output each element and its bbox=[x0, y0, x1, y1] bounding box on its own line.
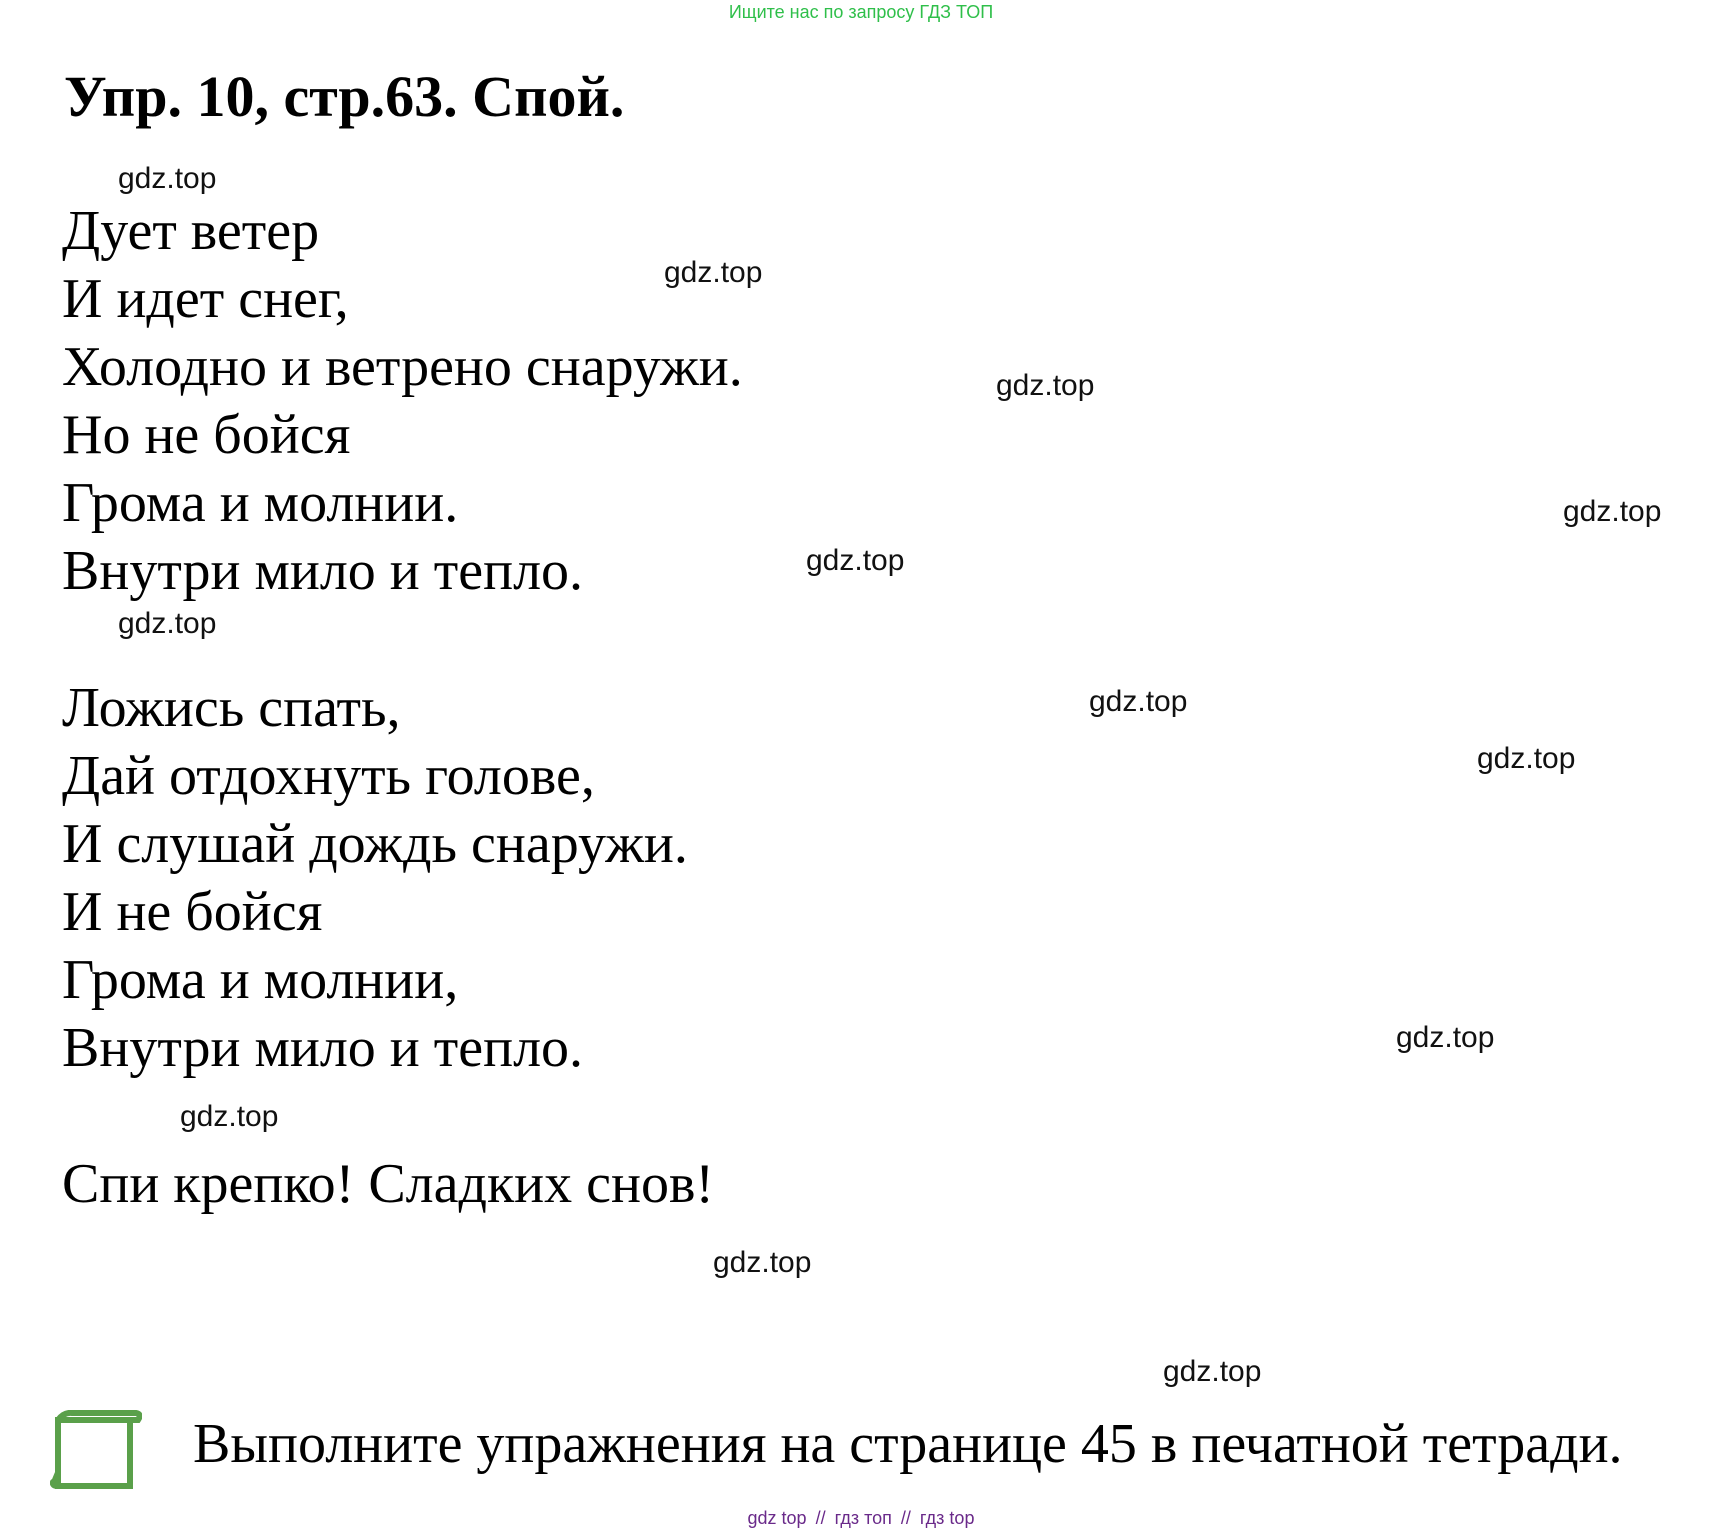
poem-line: И идет снег, bbox=[62, 268, 349, 330]
watermark: gdz.top bbox=[180, 1100, 279, 1133]
workbook-instruction: Выполните упражнения на странице 45 в печатной тетради. bbox=[193, 1413, 1623, 1475]
poem-line: Дует ветер bbox=[62, 200, 320, 262]
notebook-icon bbox=[50, 1410, 142, 1490]
poem-line: Дай отдохнуть голове, bbox=[62, 745, 595, 807]
poem-line: И слушай дождь снаружи. bbox=[62, 813, 688, 875]
poem-line: Холодно и ветрено снаружи. bbox=[62, 336, 743, 398]
page-title: Упр. 10, стр.63. Спой. bbox=[64, 64, 625, 129]
top-banner: Ищите нас по запросу ГДЗ ТОП bbox=[728, 2, 994, 22]
watermark: gdz.top bbox=[1477, 742, 1576, 775]
poem-line: Грома и молнии. bbox=[62, 472, 459, 534]
poem-line: Ложись спать, bbox=[62, 677, 401, 739]
poem-line: Грома и молнии, bbox=[62, 949, 459, 1011]
poem-line: И не бойся bbox=[62, 881, 323, 943]
watermark: gdz.top bbox=[713, 1246, 812, 1279]
watermark: gdz.top bbox=[1563, 495, 1662, 528]
watermark: gdz.top bbox=[1089, 685, 1188, 718]
footer-separator: // bbox=[815, 1508, 826, 1528]
watermark: gdz.top bbox=[664, 256, 763, 289]
watermark: gdz.top bbox=[1163, 1355, 1262, 1388]
footer bbox=[0, 1506, 1722, 1530]
watermark: gdz.top bbox=[806, 544, 905, 577]
footer-link[interactable]: гдз top bbox=[919, 1508, 975, 1528]
watermark: gdz.top bbox=[1396, 1021, 1495, 1054]
watermark: gdz.top bbox=[118, 607, 217, 640]
poem-line: Внутри мило и тепло. bbox=[62, 1017, 584, 1079]
footer-link[interactable]: гдз топ bbox=[834, 1508, 892, 1528]
poem-line: Но не бойся bbox=[62, 404, 351, 466]
watermark: gdz.top bbox=[118, 162, 217, 195]
footer-separator: // bbox=[900, 1508, 911, 1528]
watermark: gdz.top bbox=[996, 369, 1095, 402]
poem-line: Спи крепко! Сладких снов! bbox=[62, 1153, 715, 1215]
footer-link[interactable]: gdz top bbox=[747, 1508, 807, 1528]
poem-line: Внутри мило и тепло. bbox=[62, 540, 584, 602]
